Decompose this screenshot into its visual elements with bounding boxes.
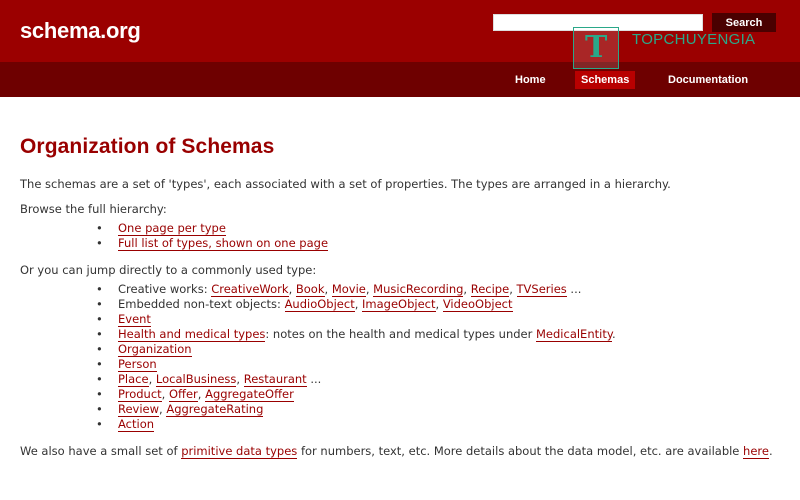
link-book[interactable]: Book — [295, 282, 325, 296]
footer-end: . — [768, 444, 773, 458]
list-item-event — [118, 312, 795, 327]
footer-mid: for numbers, text, etc. More details about the data model, etc. are available — [297, 444, 744, 458]
link-one-page-per-type[interactable]: One page per type — [118, 221, 226, 235]
link-full-list[interactable]: Full list of types, shown on one page — [118, 236, 329, 250]
link-offer[interactable]: Offer — [168, 387, 198, 401]
link-tvseries[interactable]: TVSeries — [516, 282, 567, 296]
link-event[interactable]: Event — [118, 312, 151, 326]
jump-label: Or you can jump directly to a commonly used type: — [20, 263, 317, 277]
watermark-logo — [573, 27, 619, 69]
watermark-letter: T — [585, 30, 608, 65]
page-title: Organization of Schemas — [20, 135, 275, 158]
link-movie[interactable]: Movie — [331, 282, 366, 296]
link-review[interactable]: Review — [118, 402, 160, 416]
link-medicalentity[interactable]: MedicalEntity — [536, 327, 612, 341]
ellipsis: ... — [306, 372, 322, 386]
link-aggregaterating[interactable]: AggregateRating — [166, 402, 264, 416]
footer-text — [20, 444, 795, 459]
footer-pre: We also have a small set of — [20, 444, 182, 458]
link-action[interactable]: Action — [118, 417, 155, 431]
nav-home[interactable]: Home — [515, 74, 546, 86]
browse-label: Browse the full hierarchy: — [20, 202, 167, 216]
list-item-product: • Product, Offer, AggregateOffer — [118, 387, 795, 402]
list-item-creative: • Creative works: CreativeWork, Book, Movie, MusicRecording, Recipe, TVSeries ... — [118, 282, 795, 297]
link-restaurant[interactable]: Restaurant — [243, 372, 307, 386]
list-item-organization — [118, 342, 795, 357]
link-aggregateoffer[interactable]: AggregateOffer — [205, 387, 294, 401]
link-recipe[interactable]: Recipe — [470, 282, 510, 296]
link-organization[interactable]: Organization — [118, 342, 192, 356]
link-musicrecording[interactable]: MusicRecording — [373, 282, 464, 296]
list-item-place: • Place, LocalBusiness, Restaurant ... — [118, 372, 795, 387]
link-place[interactable]: Place — [118, 372, 149, 386]
list-item-person — [118, 357, 795, 372]
nav-schemas[interactable]: Schemas — [575, 71, 635, 89]
link-health-medical[interactable]: Health and medical types — [118, 327, 266, 341]
health-text: : notes on the health and medical types under — [265, 327, 536, 341]
link-product[interactable]: Product — [118, 387, 162, 401]
nav-documentation[interactable]: Documentation — [668, 74, 749, 86]
site-logo[interactable]: schema.org — [20, 18, 141, 43]
browse-list — [118, 221, 795, 251]
main-content — [20, 135, 795, 469]
ellipsis: ... — [566, 282, 582, 296]
link-imageobject[interactable]: ImageObject — [362, 297, 436, 311]
list-item-action — [118, 417, 795, 432]
site-header — [0, 0, 800, 97]
type-list — [118, 282, 795, 432]
link-here[interactable]: here — [743, 444, 769, 458]
search-button[interactable]: Search — [712, 13, 776, 32]
watermark-text: TOPCHUYENGIA — [632, 31, 756, 48]
list-item — [118, 236, 795, 251]
list-item-embedded: • Embedded non-text objects: AudioObject, ImageObject, VideoObject — [118, 297, 795, 312]
list-item — [118, 221, 795, 236]
intro-text: The schemas are a set of 'types', each associated with a set of properties. The types are arranged in a hierarchy. — [20, 177, 671, 191]
link-person[interactable]: Person — [118, 357, 157, 371]
link-localbusiness[interactable]: LocalBusiness — [155, 372, 237, 386]
list-item-health: • Health and medical types: notes on the health and medical types under MedicalEntity. — [118, 327, 795, 342]
link-creativework[interactable]: CreativeWork — [211, 282, 289, 296]
link-audioobject[interactable]: AudioObject — [284, 297, 355, 311]
list-item-review: • Review, AggregateRating — [118, 402, 795, 417]
creative-prefix: Creative works: — [118, 282, 212, 296]
link-primitive-data-types[interactable]: primitive data types — [181, 444, 298, 458]
embedded-prefix: Embedded non-text objects: — [118, 297, 285, 311]
link-videoobject[interactable]: VideoObject — [442, 297, 513, 311]
